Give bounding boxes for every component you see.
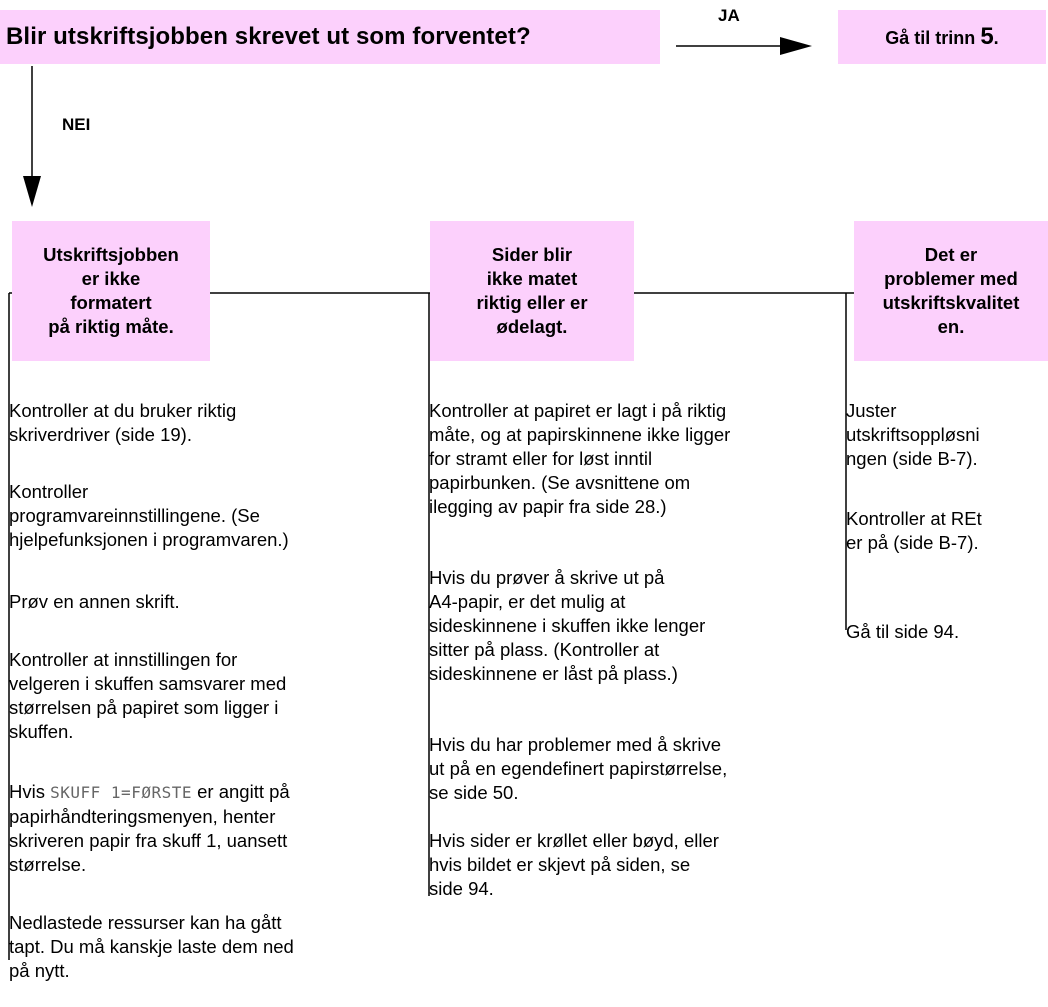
branch1-item-4: Kontroller at innstillingen for velgeren i skuffen samsvarer med størrelsen på papiret som ligger i skuffen. [9,649,287,742]
yes-label: JA [718,6,740,25]
item5-post: er angitt på papirhåndteringsmenyen, henter skriveren papir fra skuff 1, uansett størrelse. [9,781,290,875]
branch2-item-1: Kontroller at papiret er lagt i på riktig måte, og at papirskinnene ikke ligger for stramt eller for løst inntil papirbunken. (Se avsnittene om ilegging av papir fra side 28.) [429,400,731,517]
branch3-item-3: Gå til side 94. [846,621,960,642]
question-box [0,10,660,64]
branch2-item-4: Hvis sider er krøllet eller bøyd, eller hvis bildet er skjevt på siden, se side 94. [429,830,719,899]
branch1-item-6: Nedlastede ressurser kan ha gått tapt. Du må kanskje laste dem ned på nytt. [9,912,294,981]
no-label: NEI [62,115,91,134]
branch1-item-3: Prøv en annen skrift. [9,591,180,612]
goto-text: Gå til trinn [885,28,976,48]
branch-heading-feeding: Sider blir ikke matet riktig eller er ødelagt. [430,221,634,361]
question-text: Blir utskriftsjobben skrevet ut som forventet? [6,23,531,50]
menu-setting-code: SKUFF 1=FØRSTE [50,783,192,802]
branch1-item-1: Kontroller at du bruker riktig skriverdriver (side 19). [9,400,237,445]
branch3-item-2: Kontroller at REt er på (side B-7). [846,508,982,553]
item5-pre: Hvis [9,781,51,802]
no-arrow-head [23,176,41,207]
branch-heading-quality: Det er problemer med utskriftskvalitet en. [854,221,1048,361]
yes-arrow-head [780,37,812,55]
branch1-item-5 [9,780,290,877]
branch3-item-1: Juster utskriftsoppløsni ngen (side B-7). [846,400,980,469]
goto-step-number: 5 [980,23,994,50]
branch2-item-3: Hvis du har problemer med å skrive ut på en egendefinert papirstørrelse, se side 50. [429,734,728,803]
branch1-item-2: Kontroller programvareinnstillingene. (Se hjelpefunksjonen i programvaren.) [9,481,289,550]
branch-heading-formatting: Utskriftsjobben er ikke formatert på riktig måte. [12,221,210,361]
goto-suffix: . [993,28,999,48]
goto-step-box [838,10,1046,64]
branch2-item-2: Hvis du prøver å skrive ut på A4-papir, er det mulig at sideskinnene i skuffen ikke lenger sitter på plass. (Kontroller at sideskinnene er låst på plass.) [429,567,706,684]
